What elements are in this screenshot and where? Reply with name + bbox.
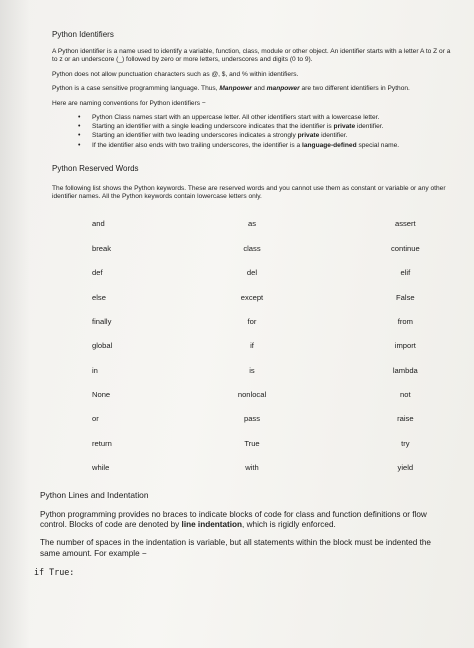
keywords-table bbox=[52, 212, 452, 480]
identifiers-paragraph-3 bbox=[52, 85, 452, 93]
p3-bold-2: manpower bbox=[266, 85, 300, 93]
reserved-words-heading: Python Reserved Words bbox=[52, 163, 139, 173]
list-item bbox=[78, 123, 452, 131]
identifiers-paragraph-4: Here are naming conventions for Python identifiers − bbox=[52, 99, 206, 107]
bullet-text-after: special name. bbox=[356, 141, 400, 149]
table-row bbox=[52, 285, 452, 309]
keyword-cell: True bbox=[244, 438, 260, 448]
page-shadow bbox=[0, 0, 30, 648]
p3-text-before: Python is a case sensitive programming language. Thus, bbox=[52, 85, 220, 93]
indent-p1-before: Python programming provides no braces to indicate blocks of code for class and function definitions or flow control. Blocks of code are denoted by bbox=[40, 509, 427, 530]
keyword-cell: pass bbox=[243, 414, 261, 424]
indentation-heading: Python Lines and Indentation bbox=[40, 489, 149, 500]
keyword-cell: and bbox=[92, 219, 105, 229]
keyword-cell: continue bbox=[390, 243, 420, 253]
keyword-cell: import bbox=[394, 341, 416, 351]
list-item bbox=[78, 114, 452, 122]
identifiers-paragraph-1: A Python identifier is a name used to identify a variable, function, class, module or other object. An identifier starts with a letter A to Z or a to z or an underscore (_) followed by zero or more letters, underscores and digits (0 to 9). bbox=[52, 48, 451, 64]
keyword-cell: assert bbox=[394, 219, 416, 229]
table-row bbox=[52, 456, 452, 480]
table-row bbox=[52, 212, 452, 236]
p3-text-after: are two different identifiers in Python. bbox=[299, 85, 410, 93]
reserved-words-intro: The following list shows the Python keywords. These are reserved words and you cannot use them as constant or variable or any other identifier names. All the Python keywords contain lowercase letters only. bbox=[52, 184, 446, 201]
keyword-cell: False bbox=[396, 292, 415, 302]
keyword-cell: if bbox=[250, 341, 254, 351]
bullet-bold: private bbox=[297, 132, 320, 140]
keyword-cell: del bbox=[246, 268, 258, 278]
bullet-text-before: Starting an identifier with two leading underscores indicates a strongly bbox=[92, 132, 298, 140]
bullet-text-after: identifier. bbox=[319, 132, 348, 140]
bullet-icon: • bbox=[78, 141, 81, 149]
table-row bbox=[52, 358, 452, 382]
bullet-bold: language-defined bbox=[302, 141, 357, 149]
keyword-cell: finally bbox=[92, 316, 112, 326]
keyword-cell: except bbox=[240, 292, 264, 302]
keyword-cell: else bbox=[92, 292, 106, 302]
keyword-cell: yield bbox=[397, 463, 414, 473]
keyword-cell: raise bbox=[397, 414, 414, 424]
bullet-text: Python Class names start with an uppercase letter. All other identifiers start with a lowercase letter. bbox=[92, 114, 380, 122]
keyword-cell: not bbox=[400, 390, 411, 400]
code-example: if True: bbox=[34, 566, 75, 577]
bullet-bold: private bbox=[333, 123, 356, 131]
keyword-cell: while bbox=[92, 463, 110, 473]
table-row bbox=[52, 236, 452, 260]
table-row bbox=[52, 334, 452, 358]
keyword-cell: lambda bbox=[392, 365, 418, 375]
keyword-cell: try bbox=[401, 438, 410, 448]
keyword-cell: break bbox=[92, 243, 111, 253]
keyword-cell: is bbox=[249, 365, 255, 375]
naming-conventions-list bbox=[52, 114, 452, 150]
bullet-icon: • bbox=[78, 114, 81, 122]
keyword-cell: with bbox=[245, 463, 259, 473]
keyword-cell: class bbox=[243, 243, 261, 253]
keyword-cell: elif bbox=[400, 268, 411, 278]
identifiers-paragraph-2: Python does not allow punctuation characters such as @, $, and % within identifiers. bbox=[52, 70, 299, 78]
bullet-text-before: Starting an identifier with a single leading underscore indicates that the identifier is bbox=[92, 123, 334, 131]
table-row bbox=[52, 309, 452, 333]
table-row bbox=[52, 382, 452, 406]
keyword-cell: global bbox=[92, 341, 113, 351]
keyword-cell: return bbox=[92, 438, 112, 448]
keyword-cell: in bbox=[92, 365, 98, 375]
bullet-text-before: If the identifier also ends with two trailing underscores, the identifier is a bbox=[92, 141, 303, 149]
keyword-cell: as bbox=[247, 219, 256, 229]
indent-p1-after: , which is rigidly enforced. bbox=[242, 520, 336, 530]
bullet-icon: • bbox=[78, 132, 81, 140]
p3-bold-1: Manpower bbox=[219, 85, 252, 93]
keyword-cell: None bbox=[92, 390, 111, 400]
bullet-icon: • bbox=[78, 123, 81, 131]
table-row bbox=[52, 431, 452, 455]
indentation-paragraph-1 bbox=[40, 510, 452, 530]
list-item bbox=[78, 141, 452, 150]
list-item bbox=[78, 132, 452, 140]
table-row bbox=[52, 407, 452, 431]
table-row bbox=[52, 260, 452, 284]
keyword-cell: nonlocal bbox=[237, 390, 267, 400]
keyword-cell: or bbox=[92, 414, 99, 424]
p3-text-mid: and bbox=[252, 85, 267, 93]
keyword-cell: def bbox=[92, 268, 103, 278]
indentation-paragraph-2: The number of spaces in the indentation is variable, but all statements within the block must be indented the same amount. For example − bbox=[40, 538, 431, 558]
bullet-text-after: identifier. bbox=[355, 123, 384, 131]
indent-p1-bold: line indentation bbox=[181, 520, 243, 530]
keyword-cell: for bbox=[247, 316, 257, 326]
identifiers-heading: Python Identifiers bbox=[52, 30, 114, 39]
keyword-cell: from bbox=[397, 316, 413, 326]
